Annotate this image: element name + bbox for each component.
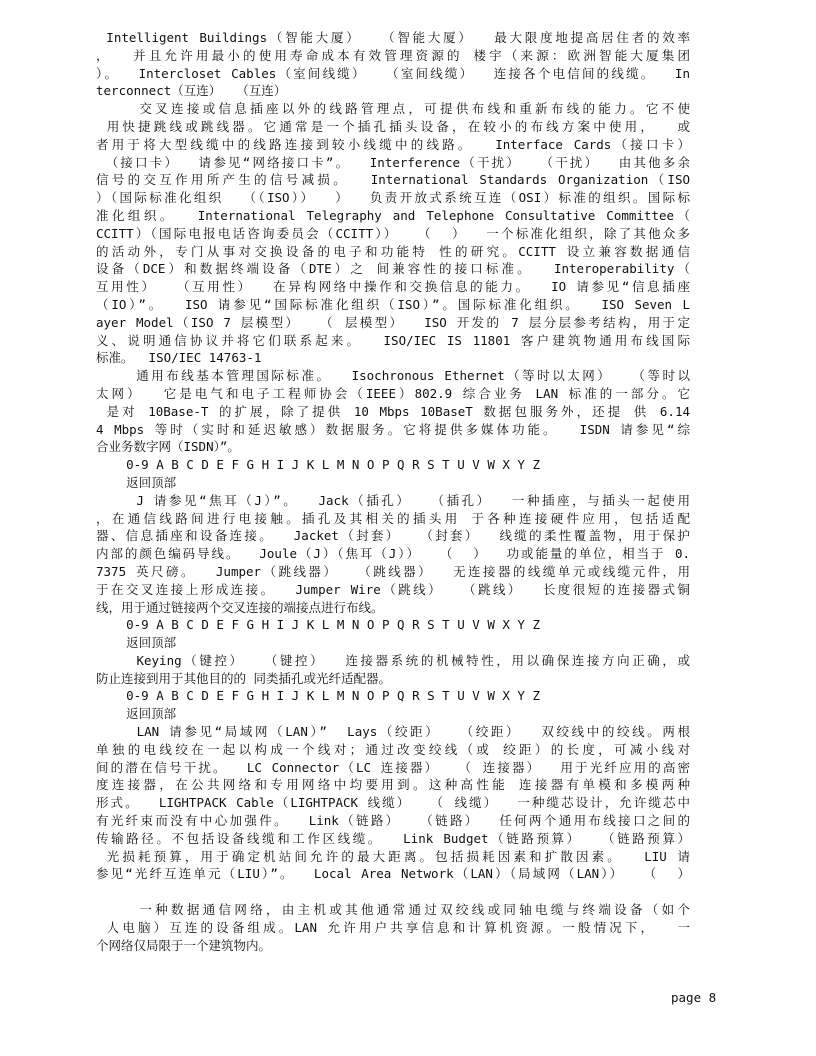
text-line: CCITT）（国际电报电话咨询委员会（CCITT）） （ ） 一个标准化组织，除了其他众多 [96, 225, 690, 241]
text-line: 个网络仅局限于一个建筑物内。 [96, 937, 272, 953]
text-line: terconnect（互连） （互连） [96, 83, 287, 99]
page-number: page 8 [671, 990, 717, 1005]
text-line: 单独的电线绞在一起以构成一个线对；通过改变绞线（或 绞距）的长度，可减小线对 [96, 741, 690, 757]
text-line: 参见“光纤互连单元（LIU）”。 Local Area Network（LAN）（局域网（LAN）） （ ） [96, 866, 690, 882]
text-line: 传输路径。不包括设备线缆和工作区线缆。 Link Budget（链路预算） （链路预算） [96, 830, 690, 846]
text-line: 度连接器，在公共网络和专用网络中均要用到。这种高性能 连接器有单模和多模两种 [96, 777, 690, 793]
text-line: 交叉连接或信息插座以外的线路管理点，可提供布线和重新布线的能力。它不使 [96, 101, 690, 117]
text-line: 的活动外，专门从事对交换设备的电子和功能特 性的研究。CCITT 设立兼容数据通信 [96, 243, 690, 259]
alphabet-index-line: 0-9 A B C D E F G H I J K L M N O P Q R S T U V W X Y Z [96, 457, 541, 473]
text-line: 太网） 它是电气和电子工程师协会（IEEE）802.9 综合业务 LAN 标准的一部分。它 [96, 385, 690, 401]
text-line: Intelligent Buildings（智能大厦） （智能大厦） 最大限度地提高居住者的效率 [96, 30, 690, 45]
text-line [96, 883, 690, 901]
alphabet-index-line: 0-9 A B C D E F G H I J K L M N O P Q R S T U V W X Y Z [96, 688, 541, 704]
alphabet-index-line: 0-9 A B C D E F G H I J K L M N O P Q R S T U V W X Y Z [96, 617, 541, 633]
text-line: ）。 Intercloset Cables（室间线缆） （室间线缆） 连接各个电信间的线缆。 In [96, 65, 690, 81]
text-line: 光损耗预算，用于确定机站间允许的最大距离。包括损耗因素和扩散因素。 LIU 请 [96, 848, 690, 864]
text-line: （IO）”。 ISO 请参见“国际标准化组织（ISO）”。国际标准化组织。 ISO Seven L [96, 296, 690, 312]
text-line: 防止连接到用于其他目的的 同类插孔或光纤适配器。 [96, 670, 392, 686]
text-line: 形式。 LIGHTPACK Cable（LIGHTPACK 线缆） （ 线缆） 一种缆芯设计，允许缆芯中 [96, 795, 690, 811]
text-line: 通用布线基本管理国际标准。 Isochronous Ethernet（等时以太网） （等时以 [96, 368, 690, 384]
text-line: 器、信息插座和设备连接。 Jacket（封套） （封套） 线缆的柔性覆盖物，用于保护 [96, 528, 690, 544]
text-line: J 请参见“焦耳（J）”。 Jack（插孔） （插孔） 一种插座，与插头一起使用 [96, 492, 690, 508]
text-line: 内部的颜色编码导线。 Joule（J）（焦耳（J）） （ ） 功或能量的单位，相当于 0. [96, 546, 690, 562]
text-line: ， 并且允许用最小的使用寿命成本有效管理资源的 楼宇（来源：欧洲智能大厦集团 [96, 47, 690, 63]
text-line: LAN 请参见“局域网（LAN）” Lays（绞距） （绞距） 双绞线中的绞线。两根 [96, 724, 690, 740]
text-line: 线，用于通过链接两个交叉连接的端接点进行布线。 [96, 599, 384, 615]
back-to-top-text: 返回顶部 [96, 635, 177, 651]
text-line: 标准。 ISO/IEC 14763-1 [96, 350, 262, 366]
text-line: 有光纤束而没有中心加强件。 Link（链路） （链路） 任何两个通用布线接口之间的 [96, 813, 690, 829]
text-line: 互用性） （互用性） 在异构网络中操作和交换信息的能力。 IO 请参见“信息插座 [96, 279, 690, 295]
text-line: 于在交叉连接上形成连接。 Jumper Wire（跳线） （跳线） 长度很短的连接器式铜 [96, 581, 690, 597]
text-line: 准化组织。 International Telegraphy and Telephone Consultative Committee（ [96, 207, 690, 223]
text-line: 4 Mbps 等时（实时和延迟敏感）数据服务。它将提供多媒体功能。 ISDN 请参见“综 [96, 421, 690, 437]
back-to-top-text: 返回顶部 [96, 474, 177, 490]
text-line: 人电脑）互连的设备组成。LAN 允许用户共享信息和计算机资源。一般情况下， 一 [96, 919, 690, 935]
text-line: ）（国际标准化组织 （（ISO）） ） 负责开放式系统互连（OSI）标准的组织。国际标 [96, 190, 690, 206]
text-line: 用快捷跳线或跳线器。它通常是一个插孔插头设备，在较小的布线方案中使用， 或 [96, 118, 690, 134]
text-line: Keying（键控） （键控） 连接器系统的机械特性，用以确保连接方向正确，或 [96, 652, 690, 668]
text-line: （接口卡） 请参见“网络接口卡”。 Interference（干扰） （干扰） 由其他多余 [96, 154, 690, 170]
text-line: 信号的交互作用所产生的信号减损。 International Standards Organization（ISO [96, 172, 690, 188]
text-line: 7375 英尺磅。 Jumper（跳线器） （跳线器） 无连接器的线缆单元或线缆元件，用 [96, 563, 690, 579]
document-body [96, 29, 690, 954]
text-line: 者用于将大型线缆中的线路连接到较小线缆中的线路。 Interface Cards（接口卡） [96, 136, 690, 152]
text-line: 设备（DCE）和数据终端设备（DTE）之 间兼容性的接口标准。 Interoperability（ [96, 261, 690, 277]
text-line: 是对 10Base-T 的扩展，除了提供 10 Mbps 10BaseT 数据包服务外，还提 供 6.14 [96, 403, 690, 419]
text-line: 义、说明通信协议并将它们联系起来。 ISO/IEC IS 11801 客户建筑物通用布线国际 [96, 332, 690, 348]
text-line: ，在通信线路间进行电接触。插孔及其相关的插头用 于各种连接硬件应用，包括适配 [96, 510, 690, 526]
text-line: 间的潜在信号干扰。 LC Connector（LC 连接器） （ 连接器） 用于光纤应用的高密 [96, 759, 690, 775]
back-to-top-text: 返回顶部 [96, 706, 177, 722]
text-line: 合业务数字网（ISDN）”。 [96, 439, 240, 455]
text-line: 一种数据通信网络，由主机或其他通常通过双绞线或同轴电缆与终端设备（如个 [96, 902, 690, 918]
text-line: ayer Model（ISO 7 层模型） （ 层模型） ISO 开发的 7 层分层参考结构，用于定 [96, 314, 690, 330]
